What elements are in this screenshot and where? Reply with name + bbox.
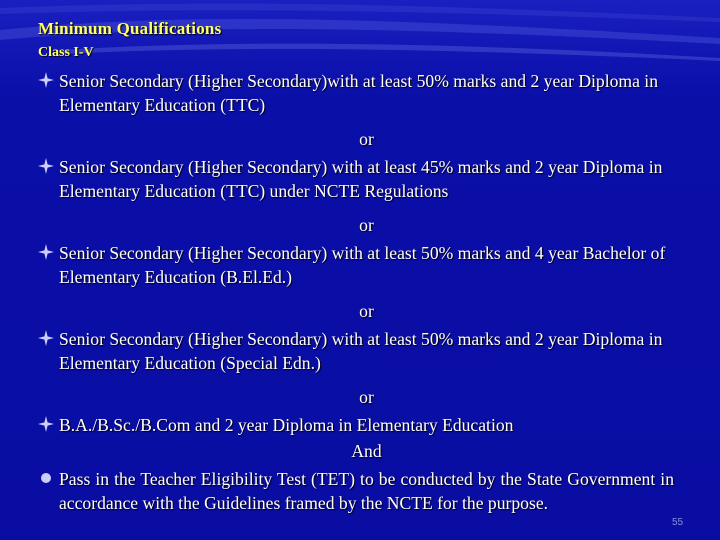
or-separator: or (359, 387, 374, 407)
list-item-text: Pass in the Teacher Eligibility Test (TET) to be conducted by the State Government in accordance with the Guidelines framed by the NCTE for the purpose. (59, 469, 674, 513)
or-separator: or (359, 129, 374, 149)
list-item-text: Senior Secondary (Higher Secondary) with at least 50% marks and 2 year Diploma in Elementary Education (Special Edn.) (59, 329, 663, 373)
list-item (38, 241, 674, 289)
list-item (38, 69, 674, 117)
and-separator: And (351, 441, 382, 461)
list-item (38, 155, 674, 203)
list-item-text: Senior Secondary (Higher Secondary)with at least 50% marks and 2 year Diploma in Elementary Education (TTC) (59, 71, 658, 115)
slide-title: Minimum Qualifications (38, 19, 222, 38)
diamond-star-bullet-icon (38, 156, 54, 176)
list-item-text: Senior Secondary (Higher Secondary) with at least 50% marks and 4 year Bachelor of Elementary Education (B.El.Ed.) (59, 243, 666, 287)
diamond-star-bullet-icon (38, 242, 54, 262)
diamond-star-bullet-icon (38, 414, 54, 434)
or-separator: or (359, 215, 374, 235)
qualifications-list (38, 69, 674, 515)
list-item (38, 467, 674, 515)
list-item-text: Senior Secondary (Higher Secondary) with at least 45% marks and 2 year Diploma in Elementary Education (TTC) under NCTE Regulations (59, 157, 663, 201)
or-separator: or (359, 301, 374, 321)
slide-subtitle: Class I-V (38, 45, 94, 60)
page-number: 55 (672, 517, 684, 528)
list-item-text: B.A./B.Sc./B.Com and 2 year Diploma in Elementary Education (59, 415, 514, 435)
diamond-star-bullet-icon (38, 328, 54, 348)
list-item (38, 327, 674, 375)
list-item (38, 413, 674, 437)
diamond-star-bullet-icon (38, 70, 54, 90)
disc-bullet-icon (38, 468, 54, 488)
